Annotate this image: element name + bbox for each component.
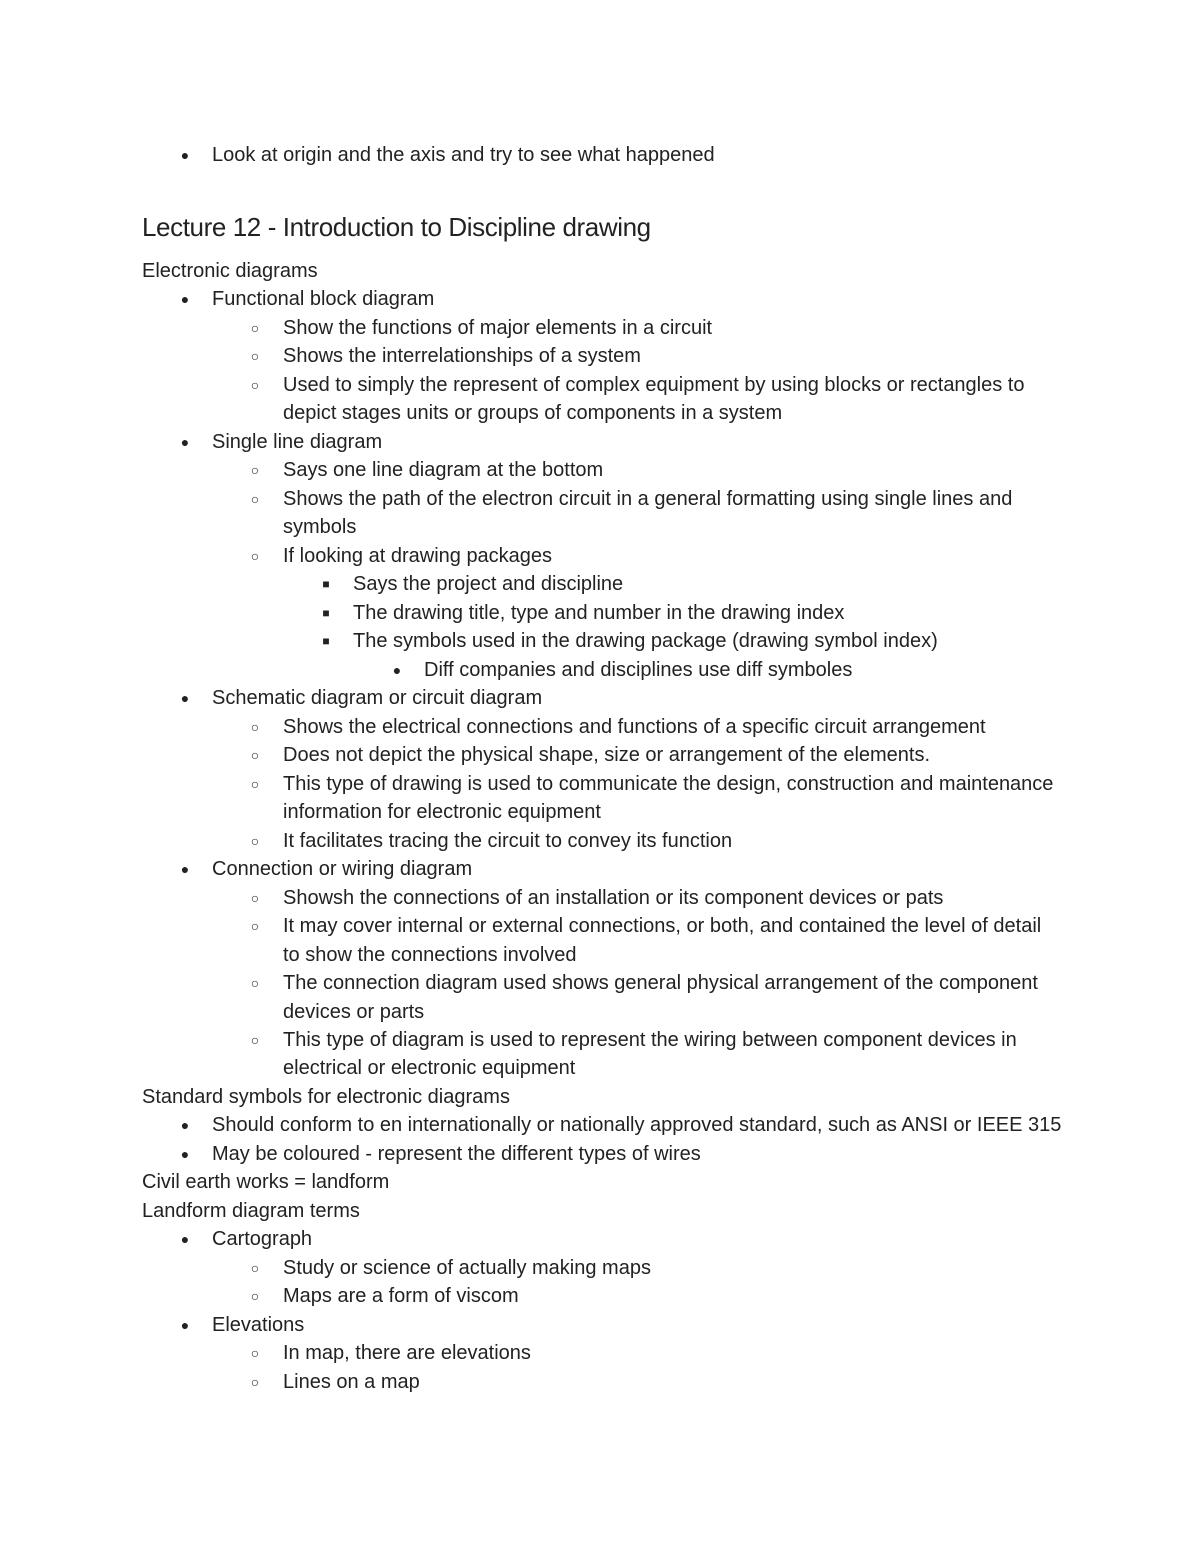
list-item: Used to simply the represent of complex equipment by using blocks or rectangles to: [283, 374, 1025, 396]
list-item-title: Elevations: [212, 1314, 305, 1336]
circle-bullet-icon: ○: [250, 491, 260, 507]
list-item: Lines on a map: [283, 1371, 420, 1393]
bullet-icon: ●: [180, 291, 190, 307]
circle-bullet-icon: ○: [250, 975, 260, 991]
circle-bullet-icon: ○: [250, 918, 260, 934]
list-item: Study or science of actually making maps: [283, 1257, 651, 1279]
bullet-icon: ●: [392, 662, 402, 678]
circle-bullet-icon: ○: [250, 462, 260, 478]
bullet-icon: ●: [180, 1231, 190, 1247]
list-item: Showsh the connections of an installation or its component devices or pats: [283, 887, 944, 909]
list-item: Show the functions of major elements in a circuit: [283, 317, 713, 339]
list-item: The symbols used in the drawing package (drawing symbol index): [353, 630, 938, 652]
square-bullet-icon: ■: [322, 606, 330, 620]
list-item-title: Connection or wiring diagram: [212, 858, 473, 880]
circle-bullet-icon: ○: [250, 719, 260, 735]
list-item: Says the project and discipline: [353, 573, 624, 595]
list-item-continuation: information for electronic equipment: [283, 801, 601, 823]
list-item: If looking at drawing packages: [283, 545, 553, 567]
circle-bullet-icon: ○: [250, 1032, 260, 1048]
list-item: The connection diagram used shows general physical arrangement of the component: [283, 972, 1038, 994]
bullet-icon: ●: [180, 1117, 190, 1133]
list-item-title: Schematic diagram or circuit diagram: [212, 687, 543, 709]
circle-bullet-icon: ○: [250, 776, 260, 792]
section-label-standard-symbols: Standard symbols for electronic diagrams: [142, 1086, 510, 1108]
bullet-icon: ●: [180, 690, 190, 706]
square-bullet-icon: ■: [322, 634, 330, 648]
list-item-title: Cartograph: [212, 1228, 313, 1250]
circle-bullet-icon: ○: [250, 747, 260, 763]
list-item: Shows the path of the electron circuit in a general formatting using single lines and: [283, 488, 1013, 510]
bullet-icon: ●: [180, 861, 190, 877]
list-item: The drawing title, type and number in the drawing index: [353, 602, 845, 624]
list-item: In map, there are elevations: [283, 1342, 531, 1364]
list-item-continuation: electrical or electronic equipment: [283, 1057, 576, 1079]
list-item: It facilitates tracing the circuit to convey its function: [283, 830, 733, 852]
square-bullet-icon: ■: [322, 577, 330, 591]
bullet-icon: ●: [180, 147, 190, 163]
section-label-landform-terms: Landform diagram terms: [142, 1200, 360, 1222]
list-item: Says one line diagram at the bottom: [283, 459, 604, 481]
bullet-icon: ●: [180, 434, 190, 450]
top-bullet-text: Look at origin and the axis and try to see what happened: [212, 144, 715, 166]
circle-bullet-icon: ○: [250, 1288, 260, 1304]
list-item: Maps are a form of viscom: [283, 1285, 519, 1307]
circle-bullet-icon: ○: [250, 1374, 260, 1390]
list-item-title: Single line diagram: [212, 431, 383, 453]
list-item-continuation: devices or parts: [283, 1001, 425, 1023]
circle-bullet-icon: ○: [250, 890, 260, 906]
circle-bullet-icon: ○: [250, 548, 260, 564]
list-item: Should conform to en internationally or nationally approved standard, such as ANSI or IEEE 315: [212, 1114, 1062, 1136]
list-item: This type of diagram is used to represent the wiring between component devices in: [283, 1029, 1017, 1051]
list-item-continuation: symbols: [283, 516, 357, 538]
list-item: Shows the interrelationships of a system: [283, 345, 641, 367]
civil-earth-works-line: Civil earth works = landform: [142, 1171, 390, 1193]
list-item: Does not depict the physical shape, size or arrangement of the elements.: [283, 744, 931, 766]
circle-bullet-icon: ○: [250, 833, 260, 849]
list-item-continuation: to show the connections involved: [283, 944, 577, 966]
list-item-title: Functional block diagram: [212, 288, 435, 310]
lecture-heading: Lecture 12 - Introduction to Discipline drawing: [142, 212, 651, 242]
list-item: It may cover internal or external connections, or both, and contained the level of detail: [283, 915, 1042, 937]
list-item-continuation: depict stages units or groups of components in a system: [283, 402, 783, 424]
circle-bullet-icon: ○: [250, 1345, 260, 1361]
list-item: This type of drawing is used to communicate the design, construction and maintenance: [283, 773, 1054, 795]
list-item: Diff companies and disciplines use diff symboles: [424, 659, 853, 681]
bullet-icon: ●: [180, 1317, 190, 1333]
circle-bullet-icon: ○: [250, 377, 260, 393]
list-item: Shows the electrical connections and functions of a specific circuit arrangement: [283, 716, 986, 738]
section-label-electronic-diagrams: Electronic diagrams: [142, 260, 318, 282]
circle-bullet-icon: ○: [250, 320, 260, 336]
bullet-icon: ●: [180, 1146, 190, 1162]
circle-bullet-icon: ○: [250, 348, 260, 364]
list-item: May be coloured - represent the different types of wires: [212, 1143, 701, 1165]
circle-bullet-icon: ○: [250, 1260, 260, 1276]
